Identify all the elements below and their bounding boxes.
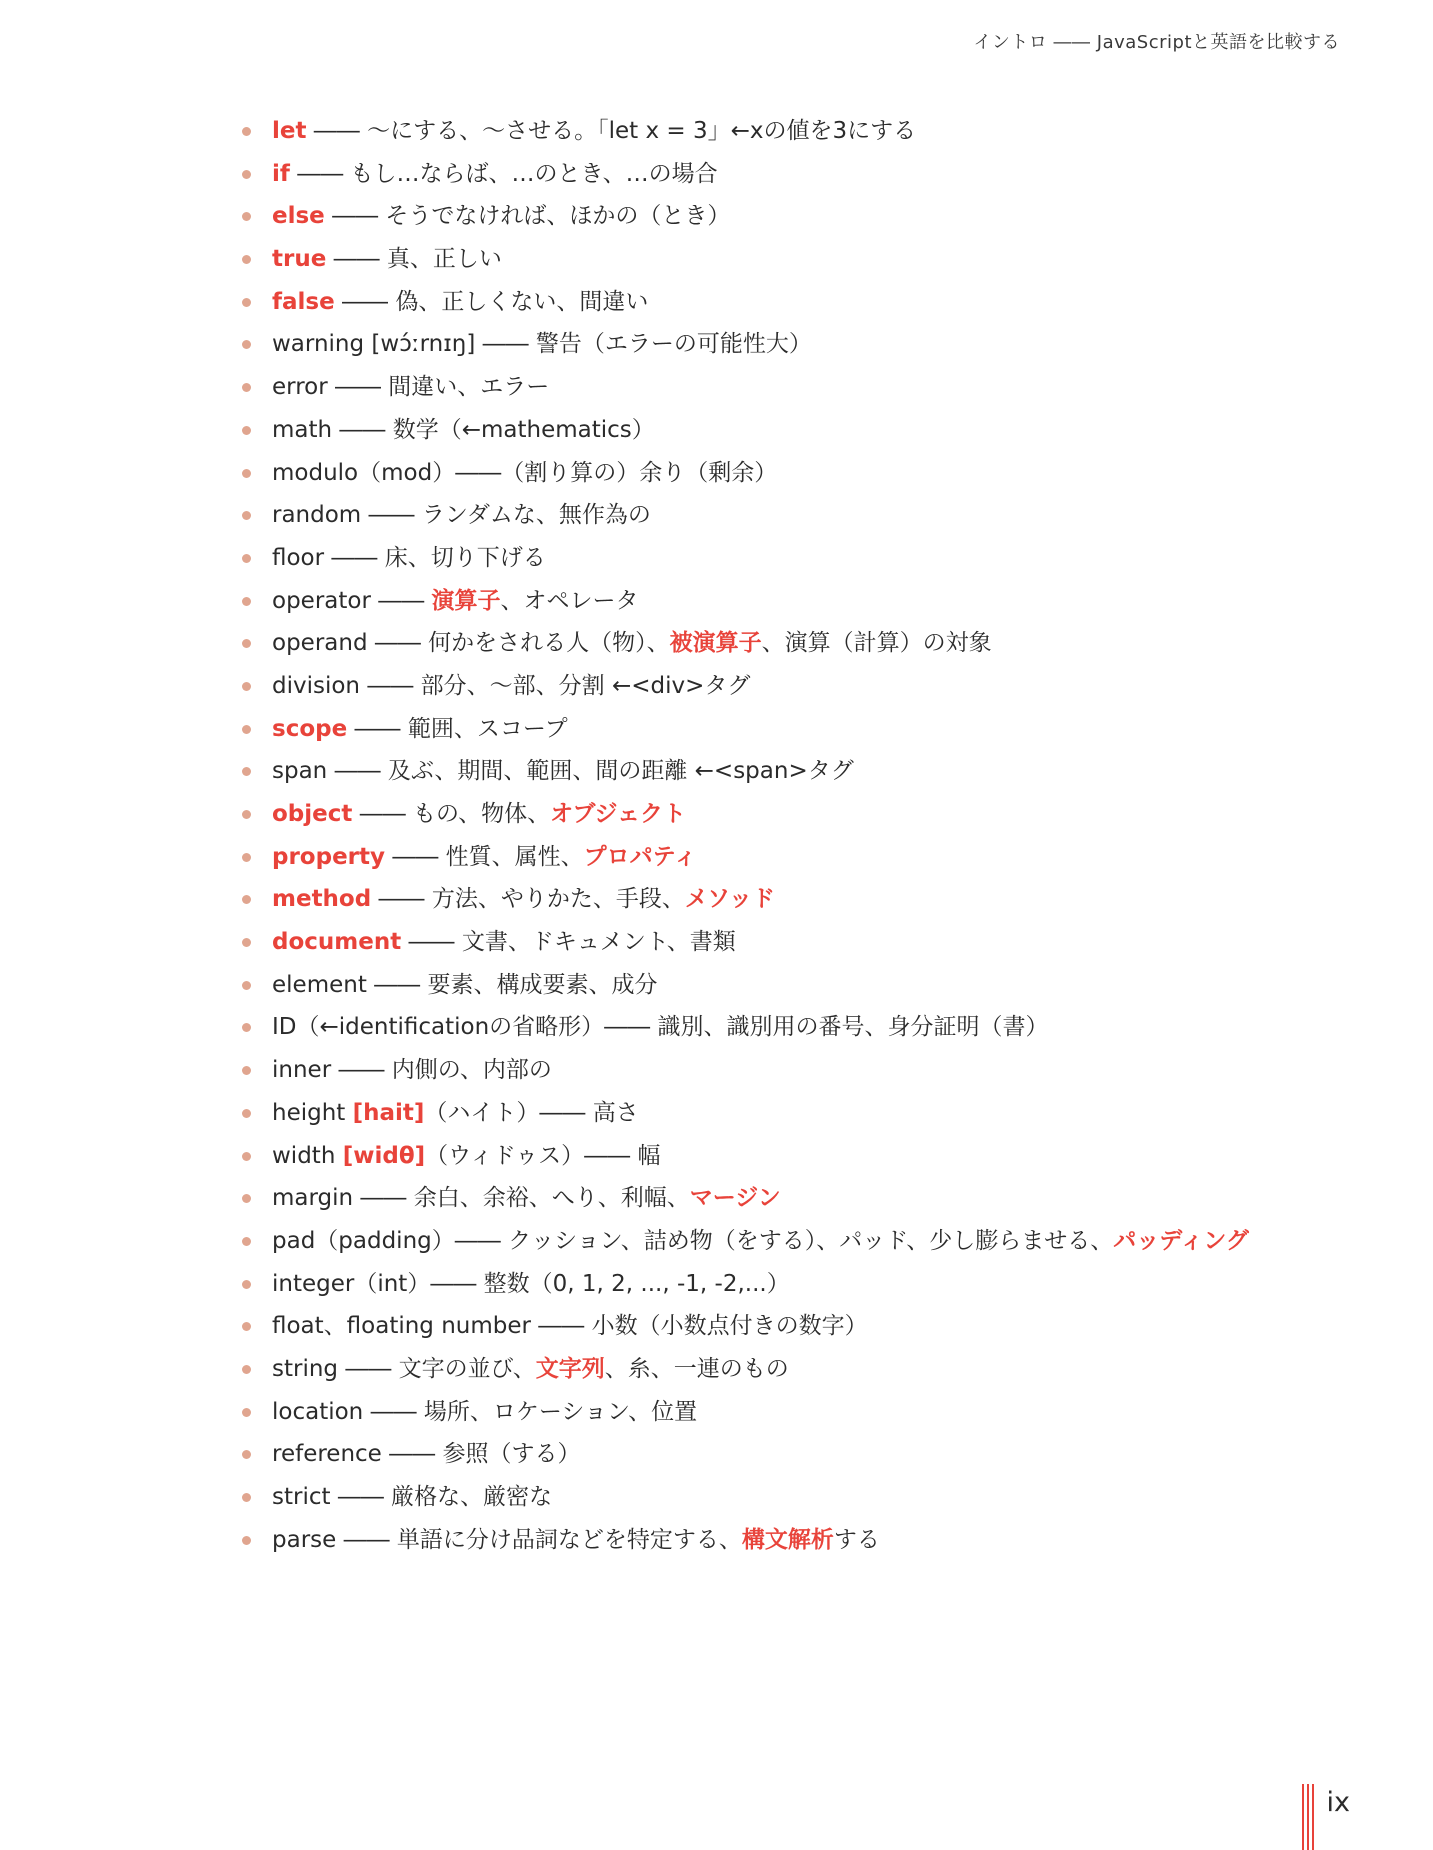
vocab-entry: [238, 708, 1348, 751]
vocab-entry: [238, 1092, 1348, 1135]
entry-text: ―― 範囲、スコープ: [347, 715, 568, 742]
highlighted-term: if: [272, 160, 290, 187]
entry-text: modulo（mod）――（割り算の）余り（剰余）: [272, 459, 778, 486]
vocab-entry: [238, 153, 1348, 196]
bullet-dot-icon: [242, 1109, 251, 1118]
bullet-dot-icon: [242, 1194, 251, 1203]
entry-text: 、糸、一連のもの: [604, 1355, 789, 1382]
highlighted-term: プロパティ: [583, 843, 697, 870]
vocab-entry: [238, 793, 1348, 836]
bullet-dot-icon: [242, 1023, 251, 1032]
highlighted-term: [hait]: [352, 1099, 425, 1126]
entry-text: 、演算（計算）の対象: [761, 630, 992, 657]
entry-text: element ―― 要素、構成要素、成分: [272, 971, 658, 998]
bullet-dot-icon: [242, 383, 251, 392]
page-rule-line: [1307, 1784, 1309, 1850]
entry-text: margin ―― 余白、余裕、へり、利幅、: [272, 1185, 690, 1212]
entry-text: ―― ～にする、～させる。「let x = 3」←xの値を3にする: [306, 118, 917, 144]
bullet-dot-icon: [242, 255, 251, 264]
highlighted-term: scope: [272, 715, 348, 742]
entry-text: integer（int）―― 整数（0, 1, 2, ..., -1, -2,...）: [272, 1270, 790, 1297]
vocab-entry: [238, 452, 1348, 495]
vocab-entry: [238, 836, 1348, 879]
bullet-dot-icon: [242, 597, 251, 606]
bullet-dot-icon: [242, 1450, 251, 1459]
entry-text: math ―― 数学（←mathematics）: [272, 416, 655, 443]
bullet-dot-icon: [242, 682, 251, 691]
entry-text: する: [833, 1526, 880, 1553]
vocab-entry: [238, 580, 1348, 623]
bullet-dot-icon: [242, 981, 251, 990]
bullet-dot-icon: [242, 340, 251, 349]
highlighted-term: document: [272, 929, 402, 956]
vocab-entry: [238, 1220, 1348, 1263]
vocab-entry: [238, 964, 1348, 1007]
entry-text: warning [wɔ́ːrnɪŋ] ―― 警告（エラーの可能性大）: [272, 331, 812, 358]
bullet-dot-icon: [242, 1237, 251, 1246]
entry-text: operator ――: [272, 587, 432, 614]
entry-text: location ―― 場所、ロケーション、位置: [272, 1398, 698, 1425]
entry-text: （ハイト）―― 高さ: [424, 1099, 639, 1126]
bullet-dot-icon: [242, 1408, 251, 1417]
vocab-entry: [238, 1135, 1348, 1178]
vocab-entry: [238, 494, 1348, 537]
bullet-dot-icon: [242, 298, 251, 307]
bullet-dot-icon: [242, 170, 251, 179]
highlighted-term: 演算子: [431, 587, 501, 614]
vocab-entry: [238, 1049, 1348, 1092]
page-rule-line: [1312, 1784, 1314, 1850]
vocab-entry: [238, 238, 1348, 281]
vocab-entry: [238, 110, 1348, 153]
entry-text: division ―― 部分、～部、分割 ←<div>タグ: [272, 672, 751, 699]
bullet-dot-icon: [242, 1493, 251, 1502]
vocab-entry: [238, 537, 1348, 580]
bullet-dot-icon: [242, 426, 251, 435]
highlighted-term: true: [272, 246, 327, 273]
vocab-entry: [238, 1391, 1348, 1434]
bullet-dot-icon: [242, 127, 251, 136]
entry-text: ―― 性質、属性、: [385, 843, 584, 870]
entry-text: ―― もし…ならば、…のとき、…の場合: [289, 160, 718, 187]
entry-text: parse ―― 単語に分け品詞などを特定する、: [272, 1526, 742, 1553]
entry-text: ―― もの、物体、: [352, 801, 551, 827]
bullet-dot-icon: [242, 810, 251, 819]
bullet-dot-icon: [242, 767, 251, 776]
bullet-dot-icon: [242, 1152, 251, 1161]
bullet-dot-icon: [242, 1322, 251, 1331]
vocab-entry: [238, 750, 1348, 793]
highlighted-term: [widθ]: [342, 1142, 426, 1169]
highlighted-term: パッディング: [1113, 1227, 1249, 1254]
vocab-entry: [238, 281, 1348, 324]
bullet-dot-icon: [242, 853, 251, 862]
vocab-entry: [238, 409, 1348, 452]
page-rule-line: [1302, 1784, 1304, 1850]
entry-text: operand ―― 何かをされる人（物）、: [272, 630, 670, 657]
highlighted-term: method: [272, 886, 372, 913]
vocabulary-list: [238, 110, 1348, 1561]
entry-text: （ウィドゥス）―― 幅: [425, 1142, 661, 1169]
vocab-entry: [238, 878, 1348, 921]
bullet-dot-icon: [242, 511, 251, 520]
entry-text: 、オペレータ: [500, 587, 639, 614]
entry-text: strict ―― 厳格な、厳密な: [272, 1484, 553, 1510]
vocab-entry: [238, 323, 1348, 366]
highlighted-term: 被演算子: [669, 630, 762, 657]
bullet-dot-icon: [242, 554, 251, 563]
entry-text: error ―― 間違い、エラー: [272, 374, 550, 401]
highlighted-term: object: [272, 801, 353, 827]
bullet-dot-icon: [242, 938, 251, 947]
entry-text: ―― 方法、やりかた、手段、: [371, 886, 685, 913]
entry-text: float、floating number ―― 小数（小数点付きの数字）: [272, 1313, 868, 1340]
vocab-entry: [238, 1519, 1348, 1562]
highlighted-term: false: [272, 288, 335, 315]
entry-text: pad（padding）―― クッション、詰め物（をする）、パッド、少し膨らませる、: [272, 1227, 1114, 1254]
vocab-entry: [238, 195, 1348, 238]
highlighted-term: 文字列: [535, 1355, 605, 1382]
highlighted-term: else: [272, 203, 325, 230]
page-number: ix: [1326, 1787, 1350, 1818]
entry-text: random ―― ランダムな、無作為の: [272, 502, 651, 529]
entry-text: string ―― 文字の並び、: [272, 1355, 536, 1382]
vocab-entry: [238, 622, 1348, 665]
vocab-entry: [238, 366, 1348, 409]
bullet-dot-icon: [242, 1280, 251, 1289]
entry-text: ―― 偽、正しくない、間違い: [334, 288, 649, 315]
entry-text: ―― そうでなければ、ほかの（とき）: [324, 203, 731, 230]
bullet-dot-icon: [242, 1536, 251, 1545]
vocab-entry: [238, 1305, 1348, 1348]
entry-text: floor ―― 床、切り下げる: [272, 544, 546, 571]
vocab-entry: [238, 1433, 1348, 1476]
bullet-dot-icon: [242, 469, 251, 478]
bullet-dot-icon: [242, 1365, 251, 1374]
bullet-dot-icon: [242, 895, 251, 904]
entry-text: height: [272, 1099, 353, 1126]
bullet-dot-icon: [242, 639, 251, 648]
entry-text: inner ―― 内側の、内部の: [272, 1057, 552, 1084]
running-head: イントロ ―― JavaScriptと英語を比較する: [973, 32, 1340, 53]
highlighted-term: マージン: [689, 1185, 781, 1212]
vocab-entry: [238, 1476, 1348, 1519]
entry-text: reference ―― 参照（する）: [272, 1441, 581, 1468]
vocab-entry: [238, 1177, 1348, 1220]
entry-text: span ―― 及ぶ、期間、範囲、間の距離 ←<span>タグ: [272, 758, 854, 785]
entry-text: ―― 文書、ドキュメント、書類: [401, 929, 736, 956]
vocab-entry: [238, 1263, 1348, 1306]
vocab-entry: [238, 921, 1348, 964]
bullet-dot-icon: [242, 1066, 251, 1075]
highlighted-term: オブジェクト: [550, 801, 687, 827]
entry-text: width: [272, 1142, 343, 1169]
highlighted-term: メソッド: [684, 886, 775, 913]
vocab-entry: [238, 1348, 1348, 1391]
entry-text: ID（←identificationの省略形）―― 識別、識別用の番号、身分証明（書）: [272, 1014, 1049, 1041]
bullet-dot-icon: [242, 212, 251, 221]
highlighted-term: 構文解析: [741, 1526, 834, 1553]
vocab-entry: [238, 1006, 1348, 1049]
vocab-entry: [238, 665, 1348, 708]
entry-text: ―― 真、正しい: [326, 246, 502, 273]
highlighted-term: let: [272, 118, 307, 144]
highlighted-term: property: [272, 843, 386, 870]
bullet-dot-icon: [242, 725, 251, 734]
